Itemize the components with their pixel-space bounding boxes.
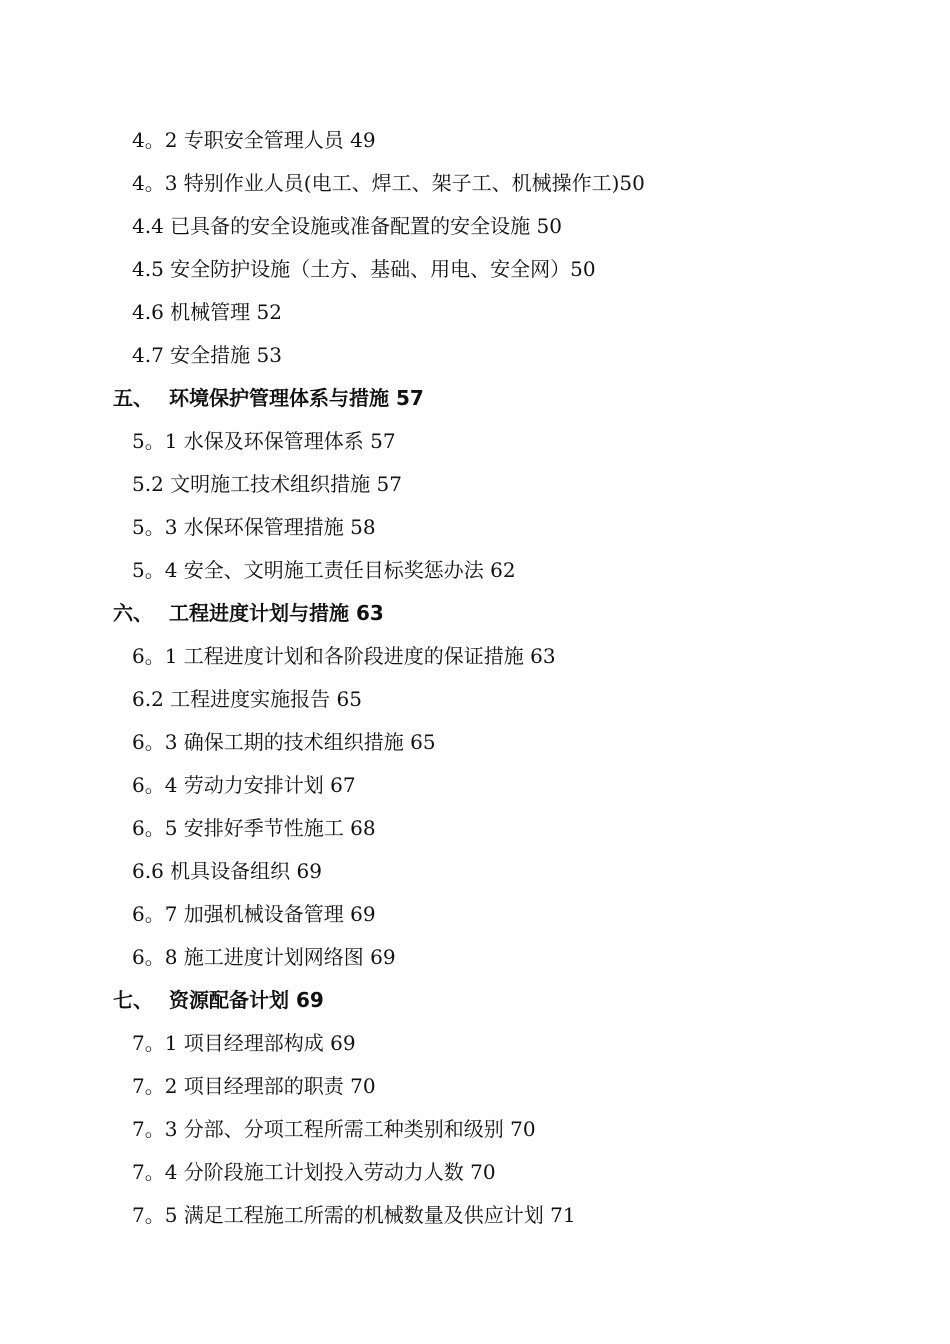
section-number: 五、	[113, 386, 153, 410]
toc-entry-4-4: 4.4 已具备的安全设施或准备配置的安全设施 50	[132, 214, 562, 238]
toc-entry-6-2: 6.2 工程进度实施报告 65	[132, 687, 362, 711]
toc-entry-6-5: 6。5 安排好季节性施工 68	[132, 816, 376, 840]
toc-entry-7-1: 7。1 项目经理部构成 69	[132, 1031, 356, 1055]
section-title: 资源配备计划 69	[169, 988, 324, 1012]
toc-entry-7-5: 7。5 满足工程施工所需的机械数量及供应计划 71	[132, 1203, 576, 1227]
toc-entry-7-2: 7。2 项目经理部的职责 70	[132, 1074, 376, 1098]
toc-entry-5-3: 5。3 水保环保管理措施 58	[132, 515, 376, 539]
toc-entry-4-5: 4.5 安全防护设施（土方、基础、用电、安全网）50	[132, 257, 596, 281]
toc-entry-6-8: 6。8 施工进度计划网络图 69	[132, 945, 396, 969]
toc-section-7	[0, 979, 950, 1022]
toc-entry-6-7: 6。7 加强机械设备管理 69	[132, 902, 376, 926]
section-number: 七、	[113, 988, 153, 1012]
toc-entry-6-3: 6。3 确保工期的技术组织措施 65	[132, 730, 436, 754]
toc-entry-4-6: 4.6 机械管理 52	[132, 300, 282, 324]
toc-entry-5-1: 5。1 水保及环保管理体系 57	[132, 429, 396, 453]
toc-entry-4-2: 4。2 专职安全管理人员 49	[132, 128, 376, 152]
toc-entry-4-7: 4.7 安全措施 53	[132, 343, 282, 367]
toc-entry-5-4: 5。4 安全、文明施工责任目标奖惩办法 62	[132, 558, 516, 582]
section-title: 工程进度计划与措施 63	[169, 601, 384, 625]
table-of-contents	[0, 119, 950, 1237]
toc-entry-6-1: 6。1 工程进度计划和各阶段进度的保证措施 63	[132, 644, 556, 668]
section-number: 六、	[113, 601, 153, 625]
toc-entry-4-3: 4。3 特别作业人员(电工、焊工、架子工、机械操作工)50	[132, 171, 645, 195]
toc-entry-6-6: 6.6 机具设备组织 69	[132, 859, 322, 883]
toc-entry-7-3: 7。3 分部、分项工程所需工种类别和级别 70	[132, 1117, 536, 1141]
toc-entry-5-2: 5.2 文明施工技术组织措施 57	[132, 472, 402, 496]
toc-entry-6-4: 6。4 劳动力安排计划 67	[132, 773, 356, 797]
toc-section-5	[0, 377, 950, 420]
toc-section-6	[0, 592, 950, 635]
section-title: 环境保护管理体系与措施 57	[169, 386, 424, 410]
toc-entry-7-4: 7。4 分阶段施工计划投入劳动力人数 70	[132, 1160, 496, 1184]
